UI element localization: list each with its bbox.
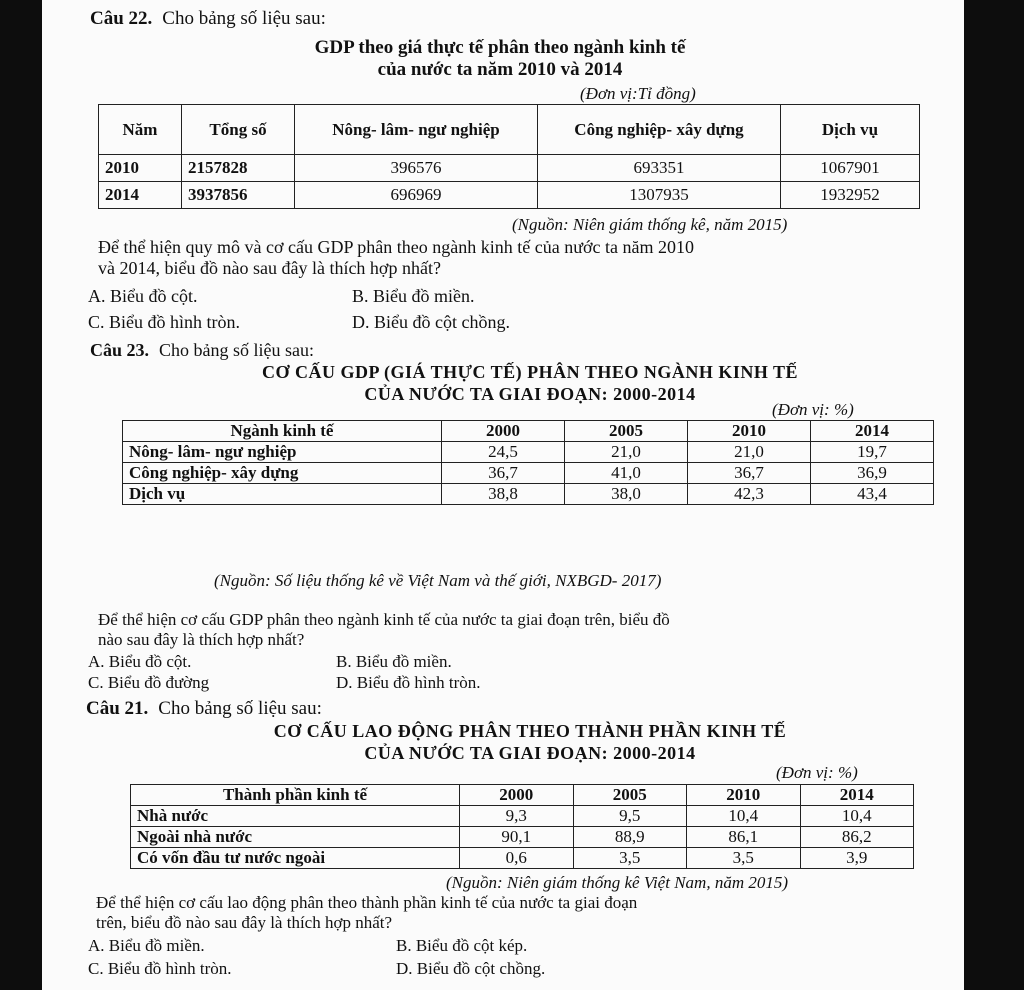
- q22-header-cell: Năm: [99, 105, 182, 155]
- q22-header-cell: Dịch vụ: [781, 105, 920, 155]
- q23-title-line2: CỦA NƯỚC TA GIAI ĐOẠN: 2000-2014: [364, 384, 696, 404]
- q23-table: [122, 420, 934, 505]
- q22-option-c: C. Biểu đồ hình tròn.: [88, 312, 240, 332]
- table-row: [99, 155, 920, 182]
- q21-cell: 10,4: [800, 806, 914, 827]
- q21-header-cell: Thành phần kinh tế: [131, 785, 460, 806]
- q23-cell: 38,8: [442, 484, 565, 505]
- q23-title: [140, 361, 920, 405]
- q22-cell: 3937856: [182, 182, 295, 209]
- q21-title-line1: CƠ CẤU LAO ĐỘNG PHÂN THEO THÀNH PHẦN KINH TẾ: [273, 721, 787, 741]
- q22-source: (Nguồn: Niên giám thống kê, năm 2015): [512, 215, 788, 234]
- q22-heading: [90, 8, 326, 30]
- q21-cell: 9,5: [573, 806, 687, 827]
- q23-unit: (Đơn vị: %): [772, 400, 854, 419]
- q22-header-cell: Nông- lâm- ngư nghiệp: [295, 105, 538, 155]
- q21-unit: (Đơn vị: %): [776, 763, 858, 782]
- q22-question-line2: và 2014, biểu đồ nào sau đây là thích hợp nhất?: [98, 258, 441, 278]
- table-row: [123, 442, 934, 463]
- q23-cell: 21,0: [565, 442, 688, 463]
- q23-cell: Dịch vụ: [123, 484, 442, 505]
- q23-question-line2: nào sau đây là thích hợp nhất?: [98, 630, 305, 649]
- q21-option-a: A. Biểu đồ miền.: [88, 936, 205, 955]
- q22-cell: 2014: [99, 182, 182, 209]
- q23-question-line1: Để thể hiện cơ cấu GDP phân theo ngành kinh tế của nước ta giai đoạn trên, biểu đồ: [98, 610, 670, 629]
- q22-header-cell: Tổng số: [182, 105, 295, 155]
- table-row: [131, 848, 914, 869]
- q23-option-b: B. Biểu đồ miền.: [336, 652, 452, 671]
- q21-question-line2: trên, biểu đồ nào sau đây là thích hợp nhất?: [96, 913, 393, 932]
- q22-unit: (Đơn vị:Tỉ đồng): [580, 84, 696, 103]
- q23-cell: 43,4: [811, 484, 934, 505]
- q21-question: [96, 893, 966, 933]
- q22-intro: Cho bảng số liệu sau:: [162, 8, 326, 29]
- q21-intro: Cho bảng số liệu sau:: [158, 698, 322, 719]
- q23-cell: 24,5: [442, 442, 565, 463]
- q21-title-line2: CỦA NƯỚC TA GIAI ĐOẠN: 2000-2014: [364, 743, 696, 763]
- q23-cell: 36,9: [811, 463, 934, 484]
- q23-title-line1: CƠ CẤU GDP (GIÁ THỰC TẾ) PHÂN THEO NGÀNH KINH TẾ: [261, 362, 799, 382]
- q22-header-cell: Công nghiệp- xây dựng: [538, 105, 781, 155]
- q21-cell: 86,2: [800, 827, 914, 848]
- q22-cell: 2010: [99, 155, 182, 182]
- q21-cell: Nhà nước: [131, 806, 460, 827]
- q23-number: Câu 23.: [90, 340, 150, 360]
- q23-option-a: A. Biểu đồ cột.: [88, 652, 192, 671]
- q21-option-c: C. Biểu đồ hình tròn.: [88, 959, 232, 978]
- right-dark-margin: [964, 0, 1024, 990]
- q23-header-cell: 2005: [565, 421, 688, 442]
- q21-cell: 90,1: [460, 827, 574, 848]
- left-dark-margin: [0, 0, 42, 990]
- q23-source: (Nguồn: Số liệu thống kê về Việt Nam và thế giới, NXBGD- 2017): [214, 571, 662, 590]
- q21-option-b: B. Biểu đồ cột kép.: [396, 936, 528, 955]
- q22-option-a: A. Biểu đồ cột.: [88, 286, 198, 306]
- q23-header-row: [123, 421, 934, 442]
- q22-option-b: B. Biểu đồ miền.: [352, 286, 475, 306]
- q22-question-line1: Để thể hiện quy mô và cơ cấu GDP phân theo ngành kinh tế của nước ta năm 2010: [98, 237, 694, 257]
- q21-question-line1: Để thể hiện cơ cấu lao động phân theo thành phần kinh tế của nước ta giai đoạn: [96, 893, 638, 912]
- q22-cell: 1067901: [781, 155, 920, 182]
- table-row: [123, 484, 934, 505]
- q22-cell: 2157828: [182, 155, 295, 182]
- q23-option-c: C. Biểu đồ đường: [88, 673, 210, 692]
- q23-option-d: D. Biểu đồ hình tròn.: [336, 673, 481, 692]
- q23-cell: Công nghiệp- xây dựng: [123, 463, 442, 484]
- q23-cell: 36,7: [688, 463, 811, 484]
- q21-number: Câu 21.: [86, 698, 149, 719]
- q22-option-d: D. Biểu đồ cột chồng.: [352, 312, 510, 332]
- q21-cell: 9,3: [460, 806, 574, 827]
- table-row: [99, 182, 920, 209]
- q23-question: [98, 610, 968, 650]
- q22-cell: 696969: [295, 182, 538, 209]
- q21-header-cell: 2014: [800, 785, 914, 806]
- q21-cell: 86,1: [687, 827, 801, 848]
- q21-table: [130, 784, 914, 869]
- q21-cell: 3,9: [800, 848, 914, 869]
- q23-cell: 42,3: [688, 484, 811, 505]
- q21-cell: Ngoài nhà nước: [131, 827, 460, 848]
- q21-cell: 88,9: [573, 827, 687, 848]
- q21-header-cell: 2010: [687, 785, 801, 806]
- q21-header-cell: 2005: [573, 785, 687, 806]
- q21-header-cell: 2000: [460, 785, 574, 806]
- q21-option-d: D. Biểu đồ cột chồng.: [396, 959, 546, 978]
- q22-number: Câu 22.: [90, 8, 153, 29]
- q22-title-line1: GDP theo giá thực tế phân theo ngành kinh tế: [314, 37, 686, 58]
- q23-cell: 38,0: [565, 484, 688, 505]
- q23-cell: 19,7: [811, 442, 934, 463]
- q22-title-line2: của nước ta năm 2010 và 2014: [377, 59, 623, 80]
- q21-cell: 3,5: [573, 848, 687, 869]
- q23-intro: Cho bảng số liệu sau:: [159, 340, 315, 360]
- q21-cell: 10,4: [687, 806, 801, 827]
- q21-cell: 0,6: [460, 848, 574, 869]
- q22-title: [220, 37, 780, 81]
- q23-heading: [90, 340, 314, 361]
- table-row: [131, 806, 914, 827]
- q21-cell: 3,5: [687, 848, 801, 869]
- q21-cell: Có vốn đầu tư nước ngoài: [131, 848, 460, 869]
- q23-cell: 36,7: [442, 463, 565, 484]
- q22-table: [98, 104, 920, 209]
- q22-cell: 1932952: [781, 182, 920, 209]
- q23-cell: Nông- lâm- ngư nghiệp: [123, 442, 442, 463]
- q23-header-cell: 2010: [688, 421, 811, 442]
- q21-title: [140, 720, 920, 764]
- q21-heading: [86, 698, 322, 720]
- q21-header-row: [131, 785, 914, 806]
- q23-header-cell: Ngành kinh tế: [123, 421, 442, 442]
- table-row: [131, 827, 914, 848]
- q22-header-row: [99, 105, 920, 155]
- q22-cell: 693351: [538, 155, 781, 182]
- q23-cell: 41,0: [565, 463, 688, 484]
- q22-cell: 396576: [295, 155, 538, 182]
- q23-header-cell: 2014: [811, 421, 934, 442]
- q23-cell: 21,0: [688, 442, 811, 463]
- q22-cell: 1307935: [538, 182, 781, 209]
- table-row: [123, 463, 934, 484]
- q21-source: (Nguồn: Niên giám thống kê Việt Nam, năm 2015): [446, 873, 789, 892]
- q22-question: [98, 237, 928, 279]
- q23-header-cell: 2000: [442, 421, 565, 442]
